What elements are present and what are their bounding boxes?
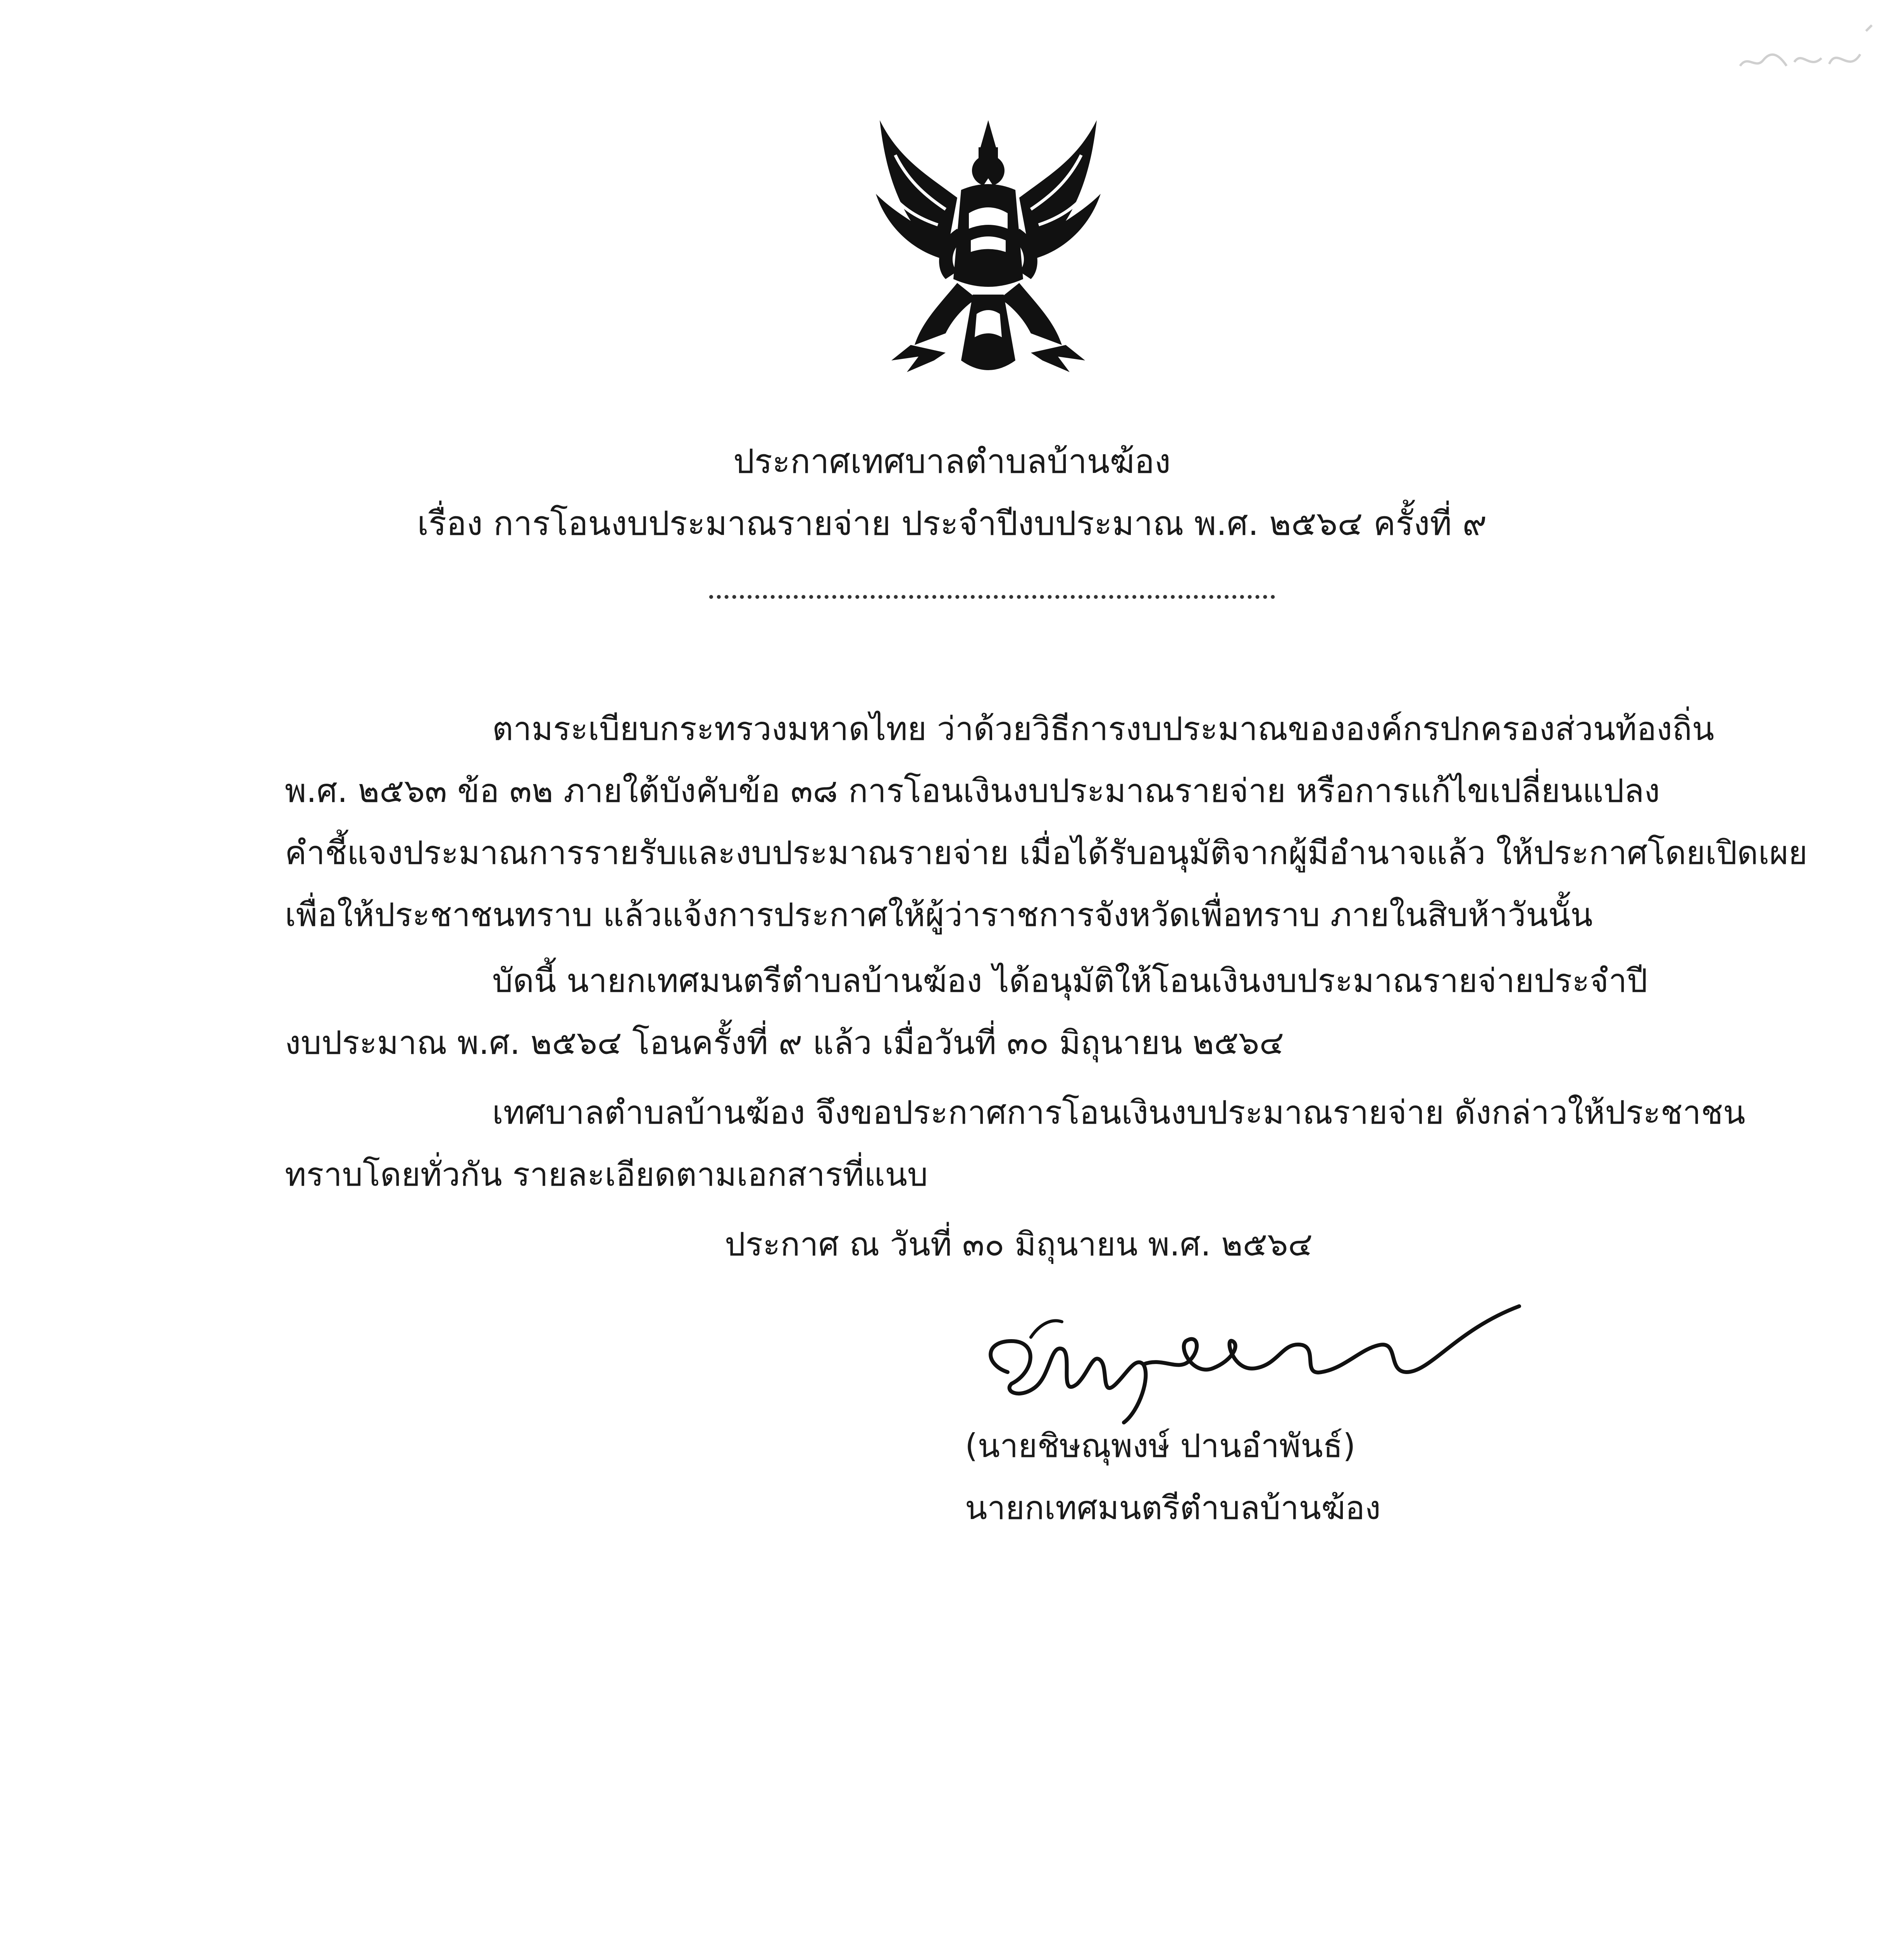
paragraph2-line1: บัดนี้ นายกเทศมนตรีตำบลบ้านฆ้อง ได้อนุมัติให้โอนเงินงบประมาณรายจ่ายประจำปี (492, 962, 1648, 1000)
paragraph1-line4: เพื่อให้ประชาชนทราบ แล้วแจ้งการประกาศให้ผู้ว่าราชการจังหวัดเพื่อทราบ ภายในสิบห้าวันนั้น (285, 896, 1593, 934)
paragraph1-line3: คำชี้แจงประมาณการรายรับและงบประมาณรายจ่าย เมื่อได้รับอนุมัติจากผู้มีอำนาจแล้ว ให้ประกาศโดยเปิดเผย (285, 834, 1808, 872)
paragraph2-line2: งบประมาณ พ.ศ. ๒๕๖๔ โอนครั้งที่ ๙ แล้ว เมื่อวันที่ ๓๐ มิถุนายน ๒๕๖๔ (285, 1024, 1284, 1062)
announcement-subject: เรื่อง การโอนงบประมาณรายจ่าย ประจำปีงบประมาณ พ.ศ. ๒๕๖๔ ครั้งที่ ๙ (417, 504, 1487, 543)
paragraph3-line1: เทศบาลตำบลบ้านฆ้อง จึงขอประกาศการโอนเงินงบประมาณรายจ่าย ดังกล่าวให้ประชาชน (492, 1093, 1745, 1131)
paragraph3-line2: ทราบโดยทั่วกัน รายละเอียดตามเอกสารที่แนบ (285, 1155, 928, 1193)
announcement-date: ประกาศ ณ วันที่ ๓๐ มิถุนายน พ.ศ. ๒๕๖๔ (725, 1225, 1313, 1263)
paragraph1-line2: พ.ศ. ๒๕๖๓ ข้อ ๓๒ ภายใต้บังคับข้อ ๓๘ การโอนเงินงบประมาณรายจ่าย หรือการแก้ไขเปลี่ยนแปลง (285, 772, 1660, 810)
announcement-title: ประกาศเทศบาลตำบลบ้านฆ้อง (733, 442, 1171, 481)
handwritten-corner-mark (1732, 23, 1880, 85)
signatory-name: (นายชิษณุพงษ์ ปานอำพันธ์) (965, 1427, 1356, 1465)
handwritten-signature (961, 1283, 1527, 1438)
paragraph1-line1: ตามระเบียบกระทรวงมหาดไทย ว่าด้วยวิธีการงบประมาณขององค์กรปกครองส่วนท้องถิ่น (492, 710, 1714, 748)
dotted-divider (709, 595, 1275, 599)
signatory-position: นายกเทศมนตรีตำบลบ้านฆ้อง (965, 1489, 1381, 1527)
garuda-emblem (868, 112, 1108, 384)
